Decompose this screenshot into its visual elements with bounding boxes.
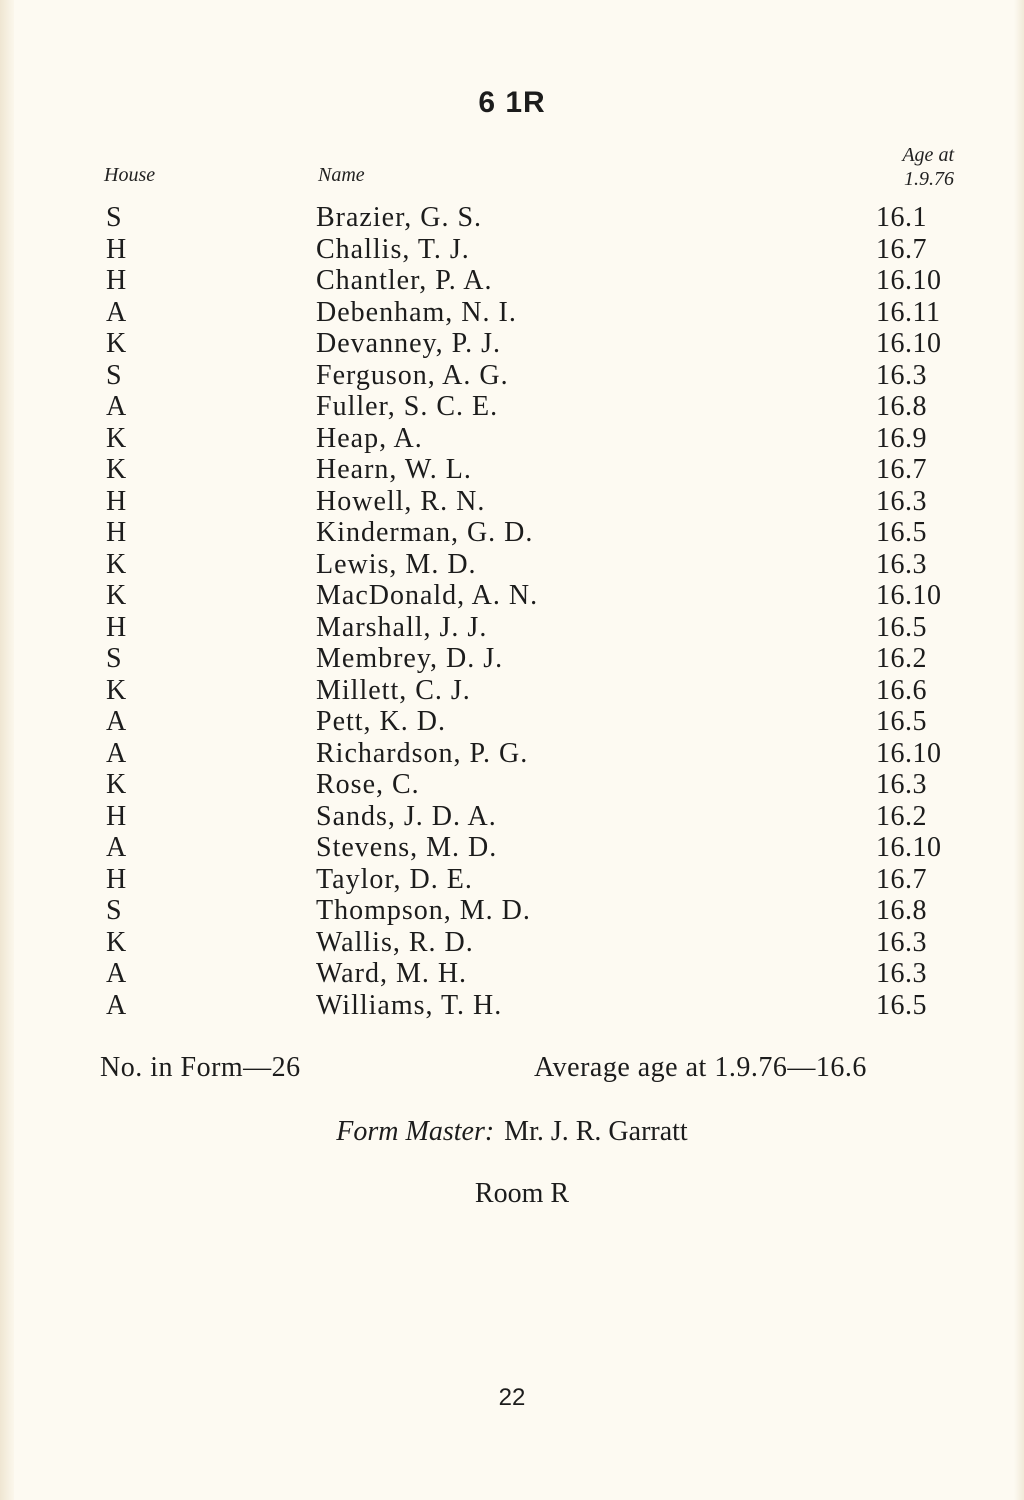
form-master-name: Mr. J. R. Garratt xyxy=(504,1116,688,1147)
name-cell: Heap, A. xyxy=(316,422,423,454)
age-cell: 16.5 xyxy=(876,989,927,1021)
house-cell: H xyxy=(106,485,127,517)
house-cell: K xyxy=(106,926,127,958)
house-cell: H xyxy=(106,800,127,832)
age-cell: 16.5 xyxy=(876,611,927,643)
name-cell: Brazier, G. S. xyxy=(316,202,483,233)
house-cell: A xyxy=(106,737,127,769)
name-cell: Debenham, N. I. xyxy=(316,296,517,328)
name-cell: Sands, J. D. A. xyxy=(316,800,497,832)
name-cell: Ward, M. H. xyxy=(316,958,468,989)
name-cell: Kinderman, G. D. xyxy=(316,517,534,548)
age-column-header xyxy=(866,143,954,191)
table-row xyxy=(0,801,1024,833)
student-list xyxy=(0,202,1024,1021)
table-row xyxy=(0,328,1024,360)
name-cell: Taylor, D. E. xyxy=(316,863,473,895)
table-row xyxy=(0,895,1024,927)
age-header-line1: Age at xyxy=(902,144,954,166)
table-row xyxy=(0,643,1024,675)
house-cell: K xyxy=(106,674,127,706)
house-cell: S xyxy=(106,643,122,674)
age-cell: 16.8 xyxy=(876,895,927,926)
form-title: 6 1R xyxy=(478,86,546,119)
table-row xyxy=(0,832,1024,864)
name-cell: Richardson, P. G. xyxy=(316,737,529,769)
name-cell: Membrey, D. J. xyxy=(316,643,504,674)
house-cell: H xyxy=(106,517,127,548)
age-cell: 16.3 xyxy=(876,359,927,391)
house-cell: K xyxy=(106,328,127,359)
house-cell: A xyxy=(106,989,127,1021)
age-cell: 16.10 xyxy=(876,265,942,296)
house-cell: H xyxy=(106,863,127,895)
table-row xyxy=(0,360,1024,392)
age-cell: 16.9 xyxy=(876,422,927,454)
age-cell: 16.2 xyxy=(876,800,927,832)
table-row xyxy=(0,423,1024,455)
house-cell: S xyxy=(106,359,122,391)
table-row xyxy=(0,234,1024,266)
name-cell: Wallis, R. D. xyxy=(316,926,474,958)
house-cell: A xyxy=(106,958,127,989)
average-age: Average age at 1.9.76—16.6 xyxy=(534,1052,867,1083)
house-cell: K xyxy=(106,422,127,454)
name-cell: Marshall, J. J. xyxy=(316,611,488,643)
name-cell: Challis, T. J. xyxy=(316,233,470,265)
form-master-label: Form Master: xyxy=(336,1116,495,1147)
name-cell: Ferguson, A. G. xyxy=(316,359,509,391)
house-cell: A xyxy=(106,296,127,328)
house-cell: K xyxy=(106,454,127,485)
age-cell: 16.3 xyxy=(876,548,927,580)
form-master xyxy=(0,1116,1024,1148)
name-cell: Devanney, P. J. xyxy=(316,328,502,359)
age-cell: 16.1 xyxy=(876,202,927,233)
age-cell: 16.3 xyxy=(876,958,927,989)
room: Room R xyxy=(474,1178,570,1209)
age-cell: 16.7 xyxy=(876,454,927,485)
house-cell: H xyxy=(106,233,127,265)
age-cell: 16.10 xyxy=(876,737,942,769)
age-cell: 16.3 xyxy=(876,769,927,800)
house-cell: S xyxy=(106,895,122,926)
table-row xyxy=(0,769,1024,801)
age-cell: 16.7 xyxy=(876,863,927,895)
table-row xyxy=(0,580,1024,612)
table-row xyxy=(0,864,1024,896)
age-cell: 16.7 xyxy=(876,233,927,265)
table-row xyxy=(0,454,1024,486)
page-number: 22 xyxy=(498,1384,526,1411)
age-cell: 16.2 xyxy=(876,643,927,674)
name-cell: Pett, K. D. xyxy=(316,706,446,737)
table-row xyxy=(0,927,1024,959)
house-cell: S xyxy=(106,202,122,233)
table-row xyxy=(0,675,1024,707)
age-cell: 16.3 xyxy=(876,485,927,517)
house-cell: K xyxy=(106,548,127,580)
table-row xyxy=(0,706,1024,738)
table-row xyxy=(0,297,1024,329)
house-cell: A xyxy=(106,391,127,422)
form-count: No. in Form—26 xyxy=(100,1052,301,1083)
name-cell: Thompson, M. D. xyxy=(316,895,531,926)
name-cell: Fuller, S. C. E. xyxy=(316,391,499,422)
house-cell: K xyxy=(106,769,127,800)
name-cell: Chantler, P. A. xyxy=(316,265,493,296)
name-cell: Hearn, W. L. xyxy=(316,454,472,485)
age-cell: 16.11 xyxy=(876,296,941,328)
name-cell: Stevens, M. D. xyxy=(316,832,498,863)
house-column-header: House xyxy=(104,164,156,186)
table-row xyxy=(0,202,1024,234)
table-row xyxy=(0,612,1024,644)
name-cell: Lewis, M. D. xyxy=(316,548,477,580)
name-column-header: Name xyxy=(318,164,365,186)
house-cell: H xyxy=(106,265,127,296)
house-cell: A xyxy=(106,832,127,863)
name-cell: Millett, C. J. xyxy=(316,674,471,706)
table-row xyxy=(0,391,1024,423)
age-cell: 16.10 xyxy=(876,832,942,863)
table-row xyxy=(0,486,1024,518)
house-cell: A xyxy=(106,706,127,737)
table-row xyxy=(0,990,1024,1022)
table-row xyxy=(0,958,1024,990)
house-cell: K xyxy=(106,580,127,611)
age-cell: 16.6 xyxy=(876,674,927,706)
age-cell: 16.8 xyxy=(876,391,927,422)
table-row xyxy=(0,549,1024,581)
table-row xyxy=(0,517,1024,549)
age-cell: 16.3 xyxy=(876,926,927,958)
name-cell: Rose, C. xyxy=(316,769,420,800)
table-row xyxy=(0,738,1024,770)
table-row xyxy=(0,265,1024,297)
house-cell: H xyxy=(106,611,127,643)
name-cell: Williams, T. H. xyxy=(316,989,503,1021)
age-header-line2: 1.9.76 xyxy=(904,168,954,190)
age-cell: 16.10 xyxy=(876,580,942,611)
age-cell: 16.5 xyxy=(876,706,927,737)
name-cell: MacDonald, A. N. xyxy=(316,580,539,611)
age-cell: 16.10 xyxy=(876,328,942,359)
name-cell: Howell, R. N. xyxy=(316,485,486,517)
age-cell: 16.5 xyxy=(876,517,927,548)
